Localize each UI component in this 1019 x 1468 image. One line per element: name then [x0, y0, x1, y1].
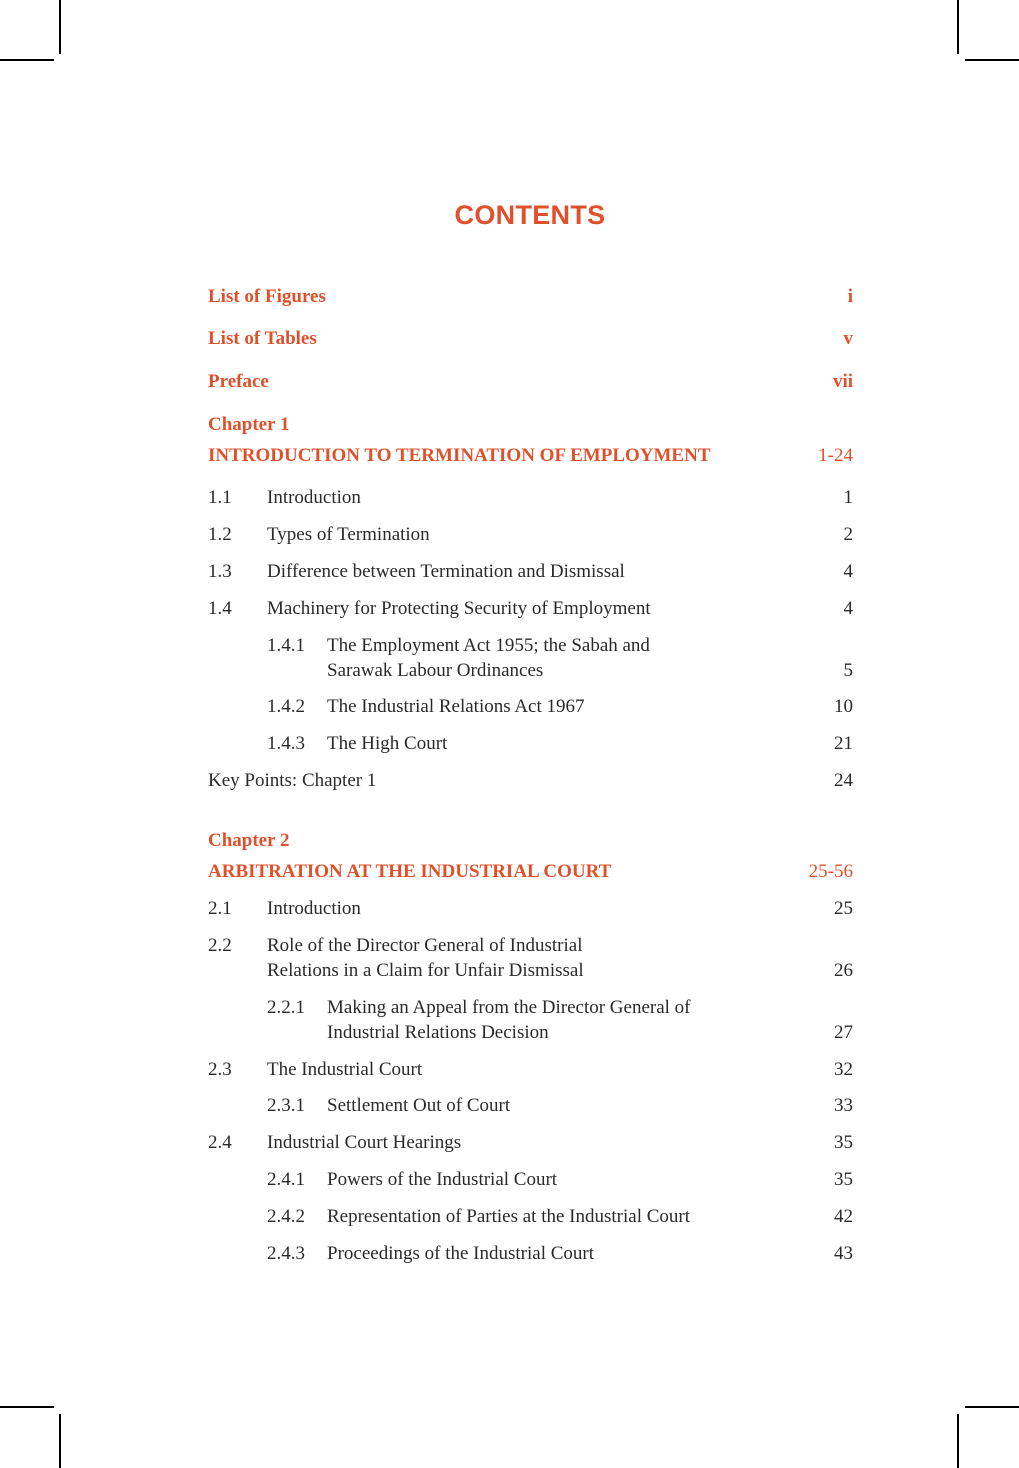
section-title	[327, 995, 691, 1045]
section-title: Machinery for Protecting Security of Employment	[267, 598, 651, 619]
chapter-page-range: 25-56	[808, 861, 853, 882]
key-points-label: Key Points: Chapter 1	[208, 770, 377, 791]
section-page: 5	[843, 660, 853, 681]
chapter-label: Chapter 2	[208, 830, 290, 851]
section-number: 1.1	[208, 487, 232, 508]
section-title: Powers of the Industrial Court	[327, 1169, 558, 1190]
toc-entry-list-of-figures[interactable]	[208, 284, 853, 309]
crop-mark	[957, 0, 959, 54]
crop-mark	[59, 0, 61, 54]
section-page: 4	[843, 598, 853, 619]
toc-subentry[interactable]	[208, 633, 853, 683]
crop-mark	[0, 59, 54, 61]
toc-entry[interactable]	[208, 596, 853, 621]
chapter-heading-text: ARBITRATION AT THE INDUSTRIAL COURT	[208, 861, 612, 882]
crop-mark	[0, 1406, 54, 1408]
toc-subentry[interactable]	[208, 1167, 853, 1192]
section-number: 2.1	[208, 898, 232, 919]
toc-subentry[interactable]	[208, 1093, 853, 1118]
section-number: 2.2.1	[267, 997, 305, 1018]
toc-entry[interactable]	[208, 933, 853, 983]
toc-entry-key-points[interactable]	[208, 768, 853, 793]
section-page: 26	[834, 960, 853, 981]
toc-entry-page: vii	[832, 371, 853, 392]
section-number: 1.4.2	[267, 696, 305, 717]
toc-entry[interactable]	[208, 896, 853, 921]
toc-entry[interactable]	[208, 1130, 853, 1155]
section-page: 42	[834, 1206, 853, 1227]
crop-mark	[59, 1414, 61, 1468]
section-title: Types of Termination	[267, 524, 430, 545]
section-number: 1.3	[208, 561, 232, 582]
section-title-line: Relations in a Claim for Unfair Dismissal	[267, 960, 584, 981]
section-title	[327, 633, 650, 683]
chapter-label: Chapter 1	[208, 414, 290, 435]
page-title: CONTENTS	[454, 200, 606, 230]
toc-subentry[interactable]	[208, 694, 853, 719]
chapter-heading-text: INTRODUCTION TO TERMINATION OF EMPLOYMENT	[208, 445, 711, 466]
section-number: 1.4	[208, 598, 232, 619]
toc-subentry[interactable]	[208, 1241, 853, 1266]
section-title-line: Industrial Relations Decision	[327, 1022, 549, 1043]
section-page: 43	[834, 1243, 853, 1264]
toc-entry[interactable]	[208, 522, 853, 547]
section-page: 2	[843, 524, 853, 545]
toc-entry-page: i	[847, 286, 853, 307]
toc-subentry[interactable]	[208, 1204, 853, 1229]
section-number: 2.3.1	[267, 1095, 305, 1116]
section-number: 2.2	[208, 935, 232, 956]
section-page: 4	[843, 561, 853, 582]
toc-subentry[interactable]	[208, 995, 853, 1045]
crop-mark	[965, 59, 1019, 61]
toc-entry[interactable]	[208, 1057, 853, 1082]
section-page: 21	[834, 733, 853, 754]
section-title-line: Making an Appeal from the Director General of	[327, 997, 691, 1018]
section-number: 1.4.3	[267, 733, 305, 754]
section-title: Settlement Out of Court	[327, 1095, 511, 1116]
toc-entry[interactable]	[208, 485, 853, 510]
section-number: 2.4.3	[267, 1243, 305, 1264]
section-page: 33	[834, 1095, 853, 1116]
section-page: 27	[834, 1022, 853, 1043]
section-title: Industrial Court Hearings	[267, 1132, 462, 1153]
section-number: 2.4.2	[267, 1206, 305, 1227]
section-title: The Industrial Relations Act 1967	[327, 696, 585, 717]
section-title: Difference between Termination and Dismissal	[267, 561, 625, 582]
section-title-line: Sarawak Labour Ordinances	[327, 660, 544, 681]
section-title: Introduction	[267, 487, 361, 508]
toc-entry-page: v	[843, 328, 853, 349]
section-title: Proceedings of the Industrial Court	[327, 1243, 595, 1264]
section-page: 25	[834, 898, 853, 919]
section-number: 2.4	[208, 1132, 232, 1153]
section-title: Representation of Parties at the Industrial Court	[327, 1206, 691, 1227]
section-title	[267, 933, 584, 983]
section-title: Introduction	[267, 898, 361, 919]
section-number: 2.4.1	[267, 1169, 305, 1190]
section-number: 1.4.1	[267, 635, 305, 656]
toc-entry-label: List of Tables	[208, 328, 317, 349]
section-page: 10	[834, 696, 853, 717]
section-page: 1	[843, 487, 853, 508]
section-page: 35	[834, 1169, 853, 1190]
toc-entry[interactable]	[208, 559, 853, 584]
section-title: The Industrial Court	[267, 1059, 423, 1080]
toc-entry-label: List of Figures	[208, 286, 326, 307]
chapter-page-range: 1-24	[818, 445, 853, 466]
section-page: 35	[834, 1132, 853, 1153]
section-number: 1.2	[208, 524, 232, 545]
section-title: The High Court	[327, 733, 448, 754]
section-page: 32	[834, 1059, 853, 1080]
crop-mark	[965, 1406, 1019, 1408]
toc-entry-preface[interactable]	[208, 369, 853, 394]
toc-entry-label: Preface	[208, 371, 269, 392]
section-title-line: The Employment Act 1955; the Sabah and	[327, 635, 650, 656]
toc-subentry[interactable]	[208, 731, 853, 756]
key-points-page: 24	[834, 770, 853, 791]
crop-mark	[957, 1414, 959, 1468]
section-title-line: Role of the Director General of Industrial	[267, 935, 583, 956]
section-number: 2.3	[208, 1059, 232, 1080]
toc-entry-list-of-tables[interactable]	[208, 326, 853, 351]
chapter-heading[interactable]	[208, 859, 853, 884]
chapter-heading[interactable]	[208, 443, 853, 468]
